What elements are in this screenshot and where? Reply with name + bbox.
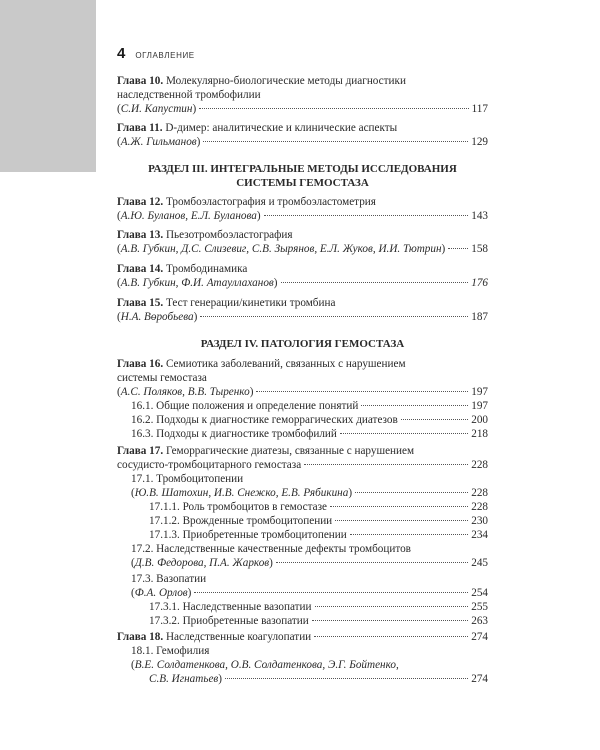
running-title: ОГЛАВЛЕНИЕ	[135, 51, 195, 60]
section-17-3-1[interactable]: 17.3.1. Наследственные вазопатии 255	[149, 601, 488, 613]
section-17-1-2[interactable]: 17.1.2. Врожденные тромбоцитопении 230	[149, 515, 488, 527]
section-3-heading-cont: СИСТЕМЫ ГЕМОСТАЗА	[236, 177, 369, 189]
chapter-17-title: Глава 17. Геморрагические диатезы, связанные с нарушением	[117, 445, 415, 457]
chapter-13-entry[interactable]: (А.В. Губкин, Д.С. Слизевиг, С.В. Зырянов, Е.Л. Жуков, И.И. Тютрин) 158	[117, 243, 488, 255]
margin-tab	[0, 0, 96, 172]
section-17-2-entry[interactable]: (Д.В. Федорова, П.А. Жарков) 245	[131, 557, 488, 569]
chapter-13-title: Глава 13. Пьезотромбоэластография	[117, 229, 293, 241]
section-17-3-2[interactable]: 17.3.2. Приобретенные вазопатии 263	[149, 615, 488, 627]
section-4-heading: РАЗДЕЛ IV. ПАТОЛОГИЯ ГЕМОСТАЗА	[200, 338, 405, 350]
section-17-3-title: 17.3. Вазопатии	[131, 573, 207, 585]
section-16-1[interactable]: 16.1. Общие положения и определение понятий 197	[131, 400, 488, 412]
section-16-3[interactable]: 16.3. Подходы к диагностике тромбофилий 218	[131, 428, 488, 440]
chapter-11-title: Глава 11. D-димер: аналитические и клинические аспекты	[117, 122, 398, 134]
section-17-1-entry[interactable]: (Ю.В. Шатохин, И.В. Снежко, Е.В. Рябикина) 228	[131, 487, 488, 499]
section-17-3-entry[interactable]: (Ф.А. Орлов) 254	[131, 587, 488, 599]
section-3-heading: РАЗДЕЛ III. ИНТЕГРАЛЬНЫЕ МЕТОДЫ ИССЛЕДОВАНИЯ	[148, 163, 457, 175]
chapter-10-title: Глава 10. Молекулярно-биологические методы диагностики	[117, 75, 406, 87]
section-18-1-entry[interactable]: С.В. Игнатьев) 274	[149, 673, 488, 685]
chapter-16-entry[interactable]: (А.С. Поляков, В.В. Тыренко) 197	[117, 386, 488, 398]
chapter-11-entry[interactable]: (А.Ж. Гильманов) 129	[117, 136, 488, 148]
section-18-1-authors: (В.Е. Солдатенкова, О.В. Солдатенкова, Э.Г. Бойтенко,	[131, 659, 399, 671]
section-16-2[interactable]: 16.2. Подходы к диагностике геморрагических диатезов 200	[131, 414, 488, 426]
section-17-1-1[interactable]: 17.1.1. Роль тромбоцитов в гемостазе 228	[149, 501, 488, 513]
chapter-14-title: Глава 14. Тромбодинамика	[117, 263, 248, 275]
chapter-12-entry[interactable]: (А.Ю. Буланов, Е.Л. Буланова) 143	[117, 210, 488, 222]
chapter-14-entry[interactable]: (А.В. Губкин, Ф.И. Атауллаханов) 176	[117, 277, 488, 289]
chapter-15-title: Глава 15. Тест генерации/кинетики тромбина	[117, 297, 336, 309]
chapter-16-title-cont: системы гемостаза	[117, 372, 207, 384]
section-18-1-title: 18.1. Гемофилия	[131, 645, 210, 657]
chapter-18-entry[interactable]: Глава 18. Наследственные коагулопатии 274	[117, 631, 488, 643]
chapter-15-entry[interactable]: (Н.А. Вөробьева) 187	[117, 311, 488, 323]
chapter-10-entry[interactable]: (С.И. Капустин) 117	[117, 103, 488, 115]
page-header	[117, 45, 195, 62]
chapter-10-title-cont: наследственной тромбофилии	[117, 89, 261, 101]
section-17-2-title: 17.2. Наследственные качественные дефекты тромбоцитов	[131, 543, 411, 555]
chapter-12-title: Глава 12. Тромбоэластография и тромбоэластометрия	[117, 196, 376, 208]
section-17-1-title: 17.1. Тромбоцитопении	[131, 473, 244, 485]
section-17-1-3[interactable]: 17.1.3. Приобретенные тромбоцитопении 234	[149, 529, 488, 541]
chapter-16-title: Глава 16. Семиотика заболеваний, связанных с нарушением	[117, 358, 406, 370]
chapter-17-entry[interactable]: сосудисто-тромбоцитарного гемостаза 228	[117, 459, 488, 471]
page-number: 4	[117, 45, 126, 62]
